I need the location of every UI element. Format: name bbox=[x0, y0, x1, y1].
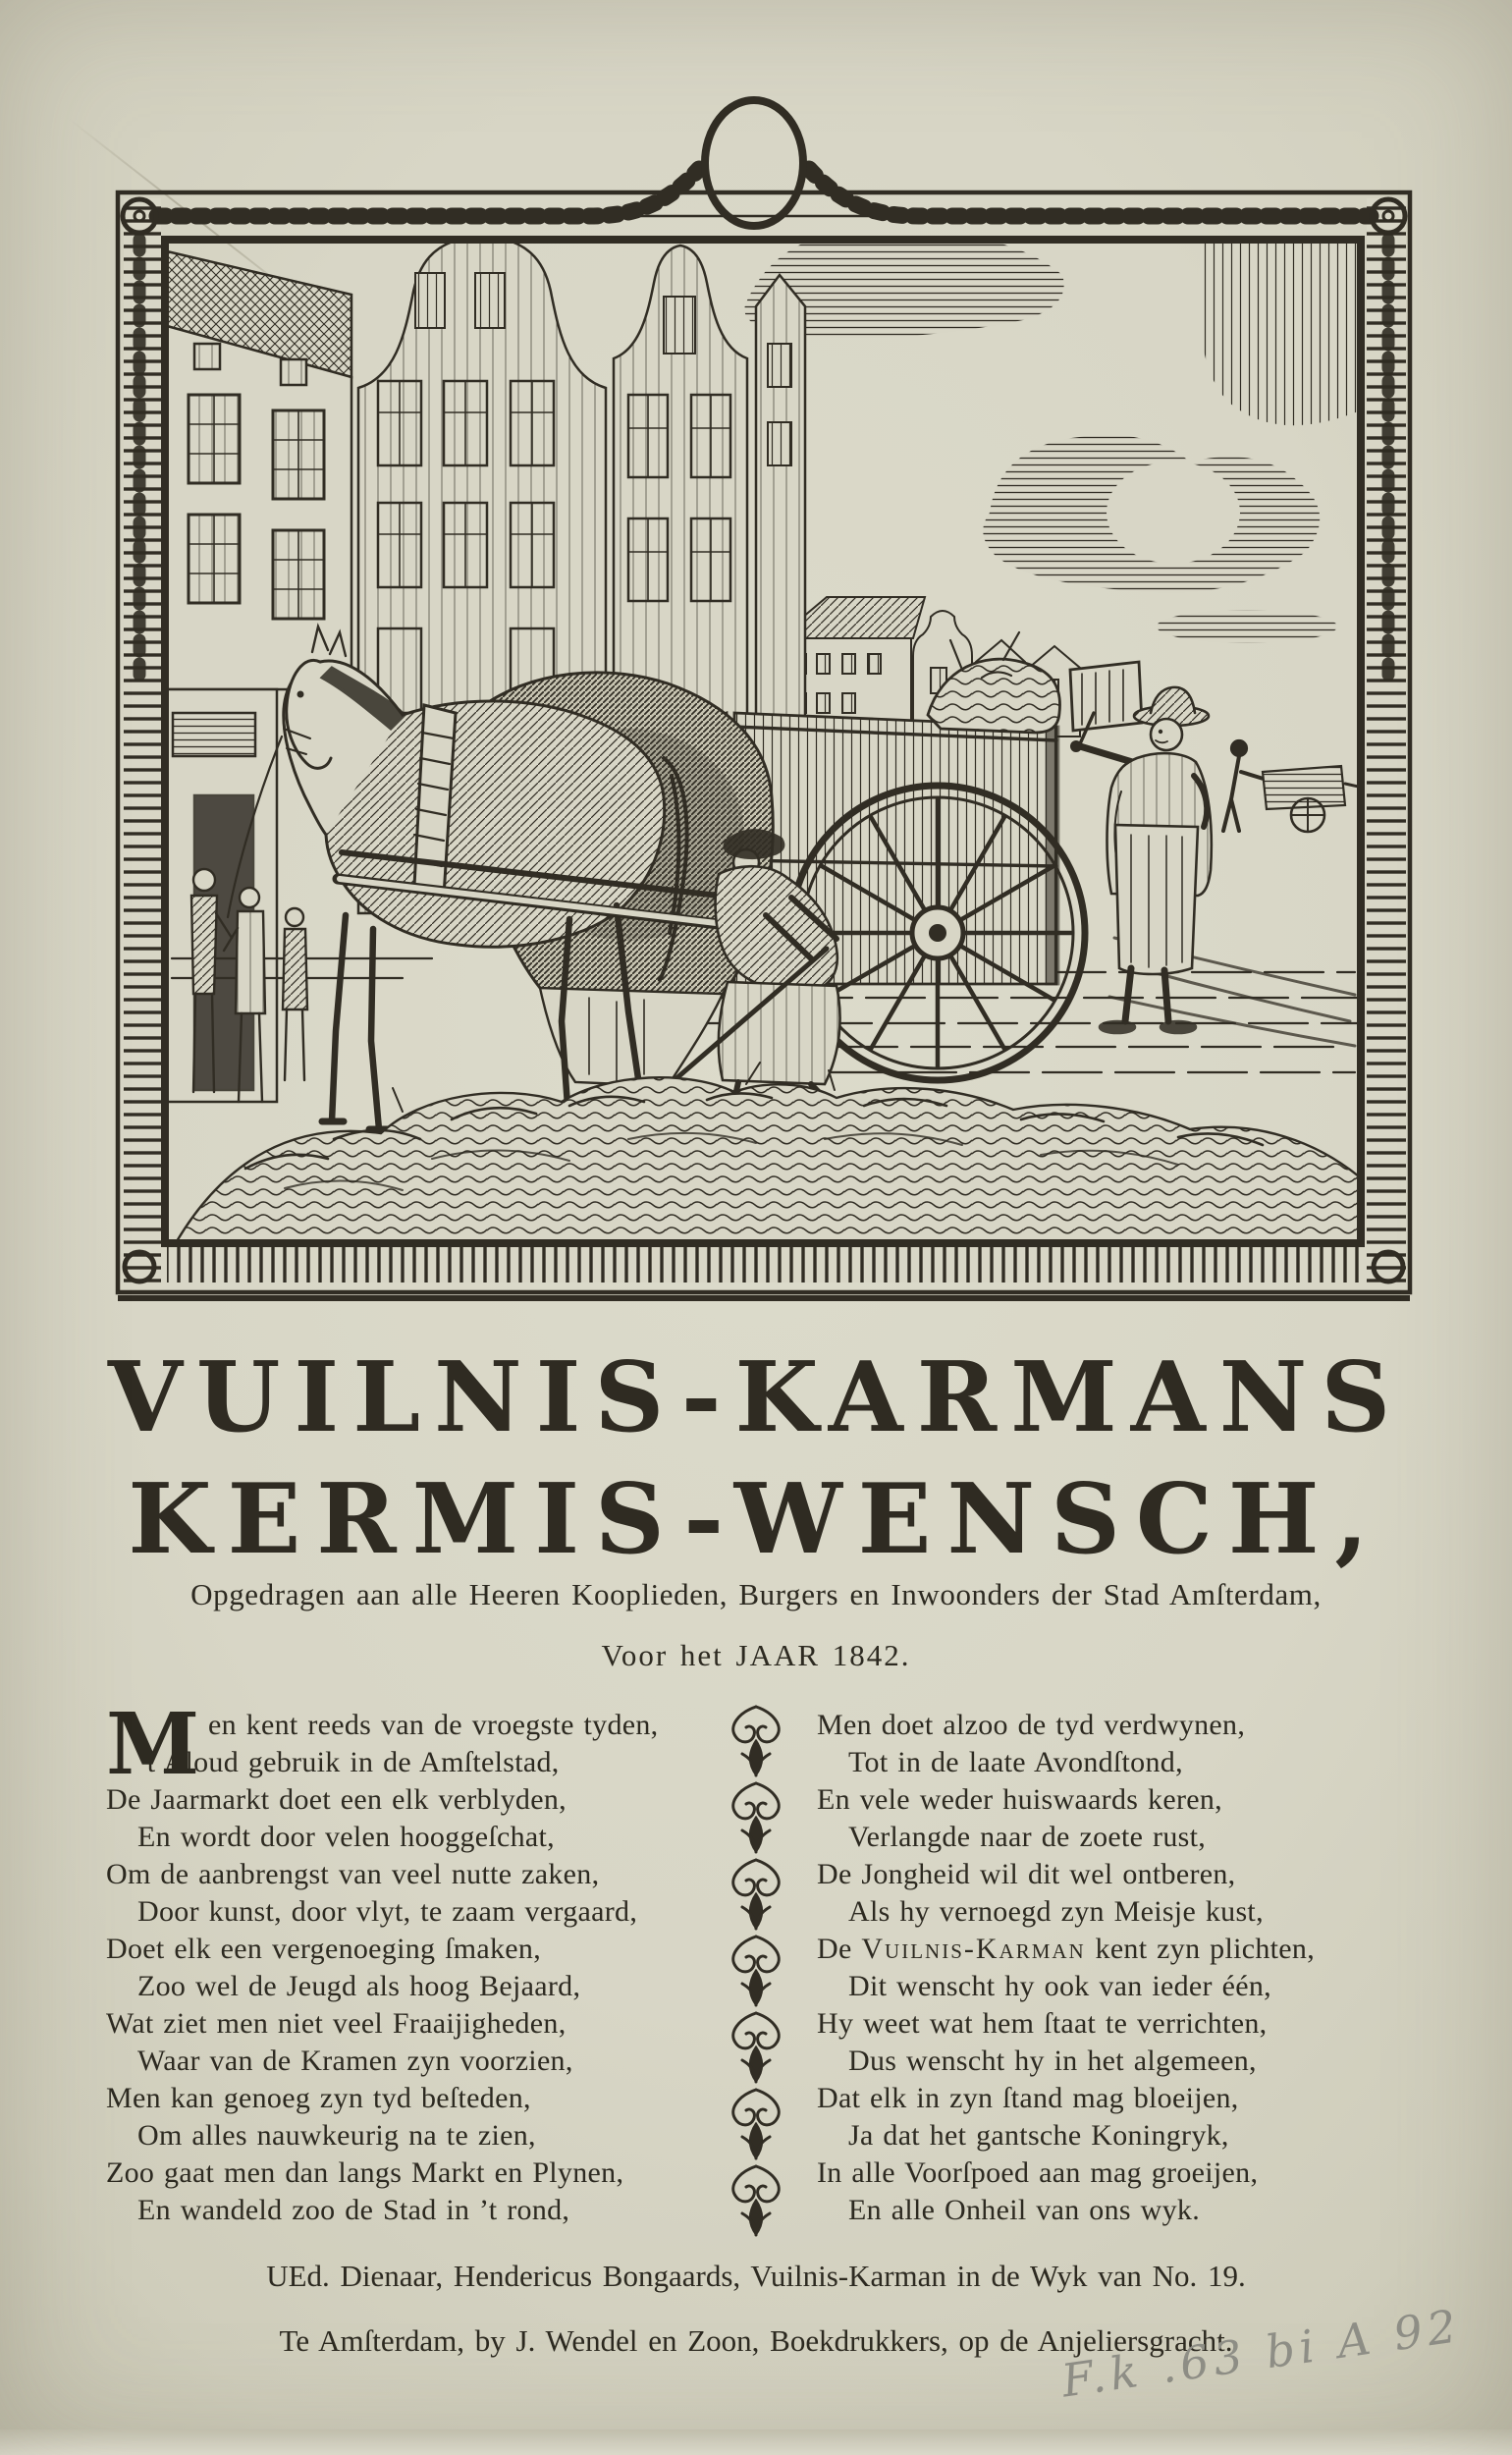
handwritten-note: F.k .63 bi A 92 bbox=[1058, 2298, 1465, 2408]
poem-line: Men doet alzoo de tyd verdwynen, bbox=[817, 1709, 1246, 1741]
poem-line-text: kent zyn plichten, bbox=[1085, 1933, 1316, 1965]
dedication-line: Opgedragen aan alle Heeren Kooplieden, Burgers en Inwoonders der Stad Amſterdam, bbox=[190, 1577, 1322, 1611]
poem-line: En alle Onheil van ons wyk. bbox=[848, 2194, 1201, 2226]
poem-line: De Jongheid wil dit wel ontberen, bbox=[817, 1858, 1236, 1890]
poem-line: Dat elk in zyn ſtand mag bloeijen, bbox=[817, 2082, 1239, 2114]
title-line-2: KERMIS-WENSCH, bbox=[128, 1463, 1384, 1576]
poem-line: Wat ziet men niet veel Fraaijigheden, bbox=[106, 2007, 567, 2040]
clouds bbox=[744, 196, 1361, 643]
poem-line: Om alles nauwkeurig na te zien, bbox=[137, 2119, 536, 2152]
poem-line: Doet elk een vergenoeging ſmaken, bbox=[106, 1933, 542, 1965]
poem-line: Dit wenscht hy ook van ieder één, bbox=[848, 1970, 1271, 2002]
poem-line: Dus wenscht hy in het algemeen, bbox=[848, 2045, 1257, 2077]
year-line: Voor het JAAR 1842. bbox=[601, 1638, 911, 1672]
fleuron-divider bbox=[721, 1703, 791, 2238]
vuilnis-karman-smallcaps: Vuilnis-Karman bbox=[861, 1933, 1086, 1965]
poem-line: Ja dat het gantsche Koningryk, bbox=[848, 2119, 1229, 2152]
paper-bottom-edge bbox=[0, 2429, 1512, 2455]
poem-line: en kent reeds van de vroegste tyden, bbox=[208, 1709, 659, 1741]
colophon-line-2: Te Amſterdam, by J. Wendel en Zoon, Boekdrukkers, op de Anjeliersgracht. bbox=[279, 2323, 1233, 2358]
poem-dropcap: M bbox=[106, 1695, 200, 1794]
colophon-line-1: UEd. Dienaar, Hendericus Bongaards, Vuilnis-Karman in de Wyk van No. 19. bbox=[266, 2259, 1246, 2293]
poem-line: Hy weet wat hem ſtaat te verrichten, bbox=[817, 2007, 1268, 2040]
woodcut-illustration bbox=[79, 49, 1433, 1316]
poem-line: En vele weder huiswaards keren, bbox=[817, 1783, 1222, 1816]
poem-line: En wordt door velen hooggeſchat, bbox=[137, 1821, 555, 1853]
refuse-heap bbox=[177, 1063, 1359, 1241]
poem-line: En wandeld zoo de Stad in ’t rond, bbox=[137, 2194, 570, 2226]
poem-line: Men kan genoeg zyn tyd beſteden, bbox=[106, 2082, 531, 2114]
man-with-paper bbox=[1070, 662, 1212, 1033]
poem-line: Zoo gaat men dan langs Markt en Plynen, bbox=[106, 2156, 624, 2189]
poem-line: De Jaarmarkt doet een elk verblyden, bbox=[106, 1783, 567, 1816]
poem-line: Zoo wel de Jeugd als hoog Bejaard, bbox=[137, 1970, 581, 2002]
title-line-1: VUILNIS-KARMANS bbox=[107, 1341, 1405, 1454]
poem-line: Verlangde naar de zoete rust, bbox=[848, 1821, 1207, 1853]
poem-line: Als hy vernoegd zyn Meisje kust, bbox=[848, 1895, 1264, 1928]
poem-line: In alle Voorſpoed aan mag groeijen, bbox=[817, 2156, 1259, 2189]
poem-column-left bbox=[106, 1695, 744, 2229]
poem-column-right bbox=[817, 1707, 1465, 2229]
background-cart bbox=[1223, 740, 1363, 832]
poem-line: Om de aanbrengst van veel nutte zaken, bbox=[106, 1858, 600, 1890]
poem-line-text: De bbox=[817, 1933, 862, 1965]
poem-line: Waar van de Kramen zyn voorzien, bbox=[137, 2045, 573, 2077]
poem-line: Tot in de laate Avondſtond, bbox=[848, 1746, 1183, 1778]
poem-line: ’t Aloud gebruik in de Amſtelstad, bbox=[137, 1746, 560, 1778]
poem-line bbox=[817, 1931, 1465, 1968]
poem-line: Door kunst, door vlyt, te zaam vergaard, bbox=[137, 1895, 638, 1928]
